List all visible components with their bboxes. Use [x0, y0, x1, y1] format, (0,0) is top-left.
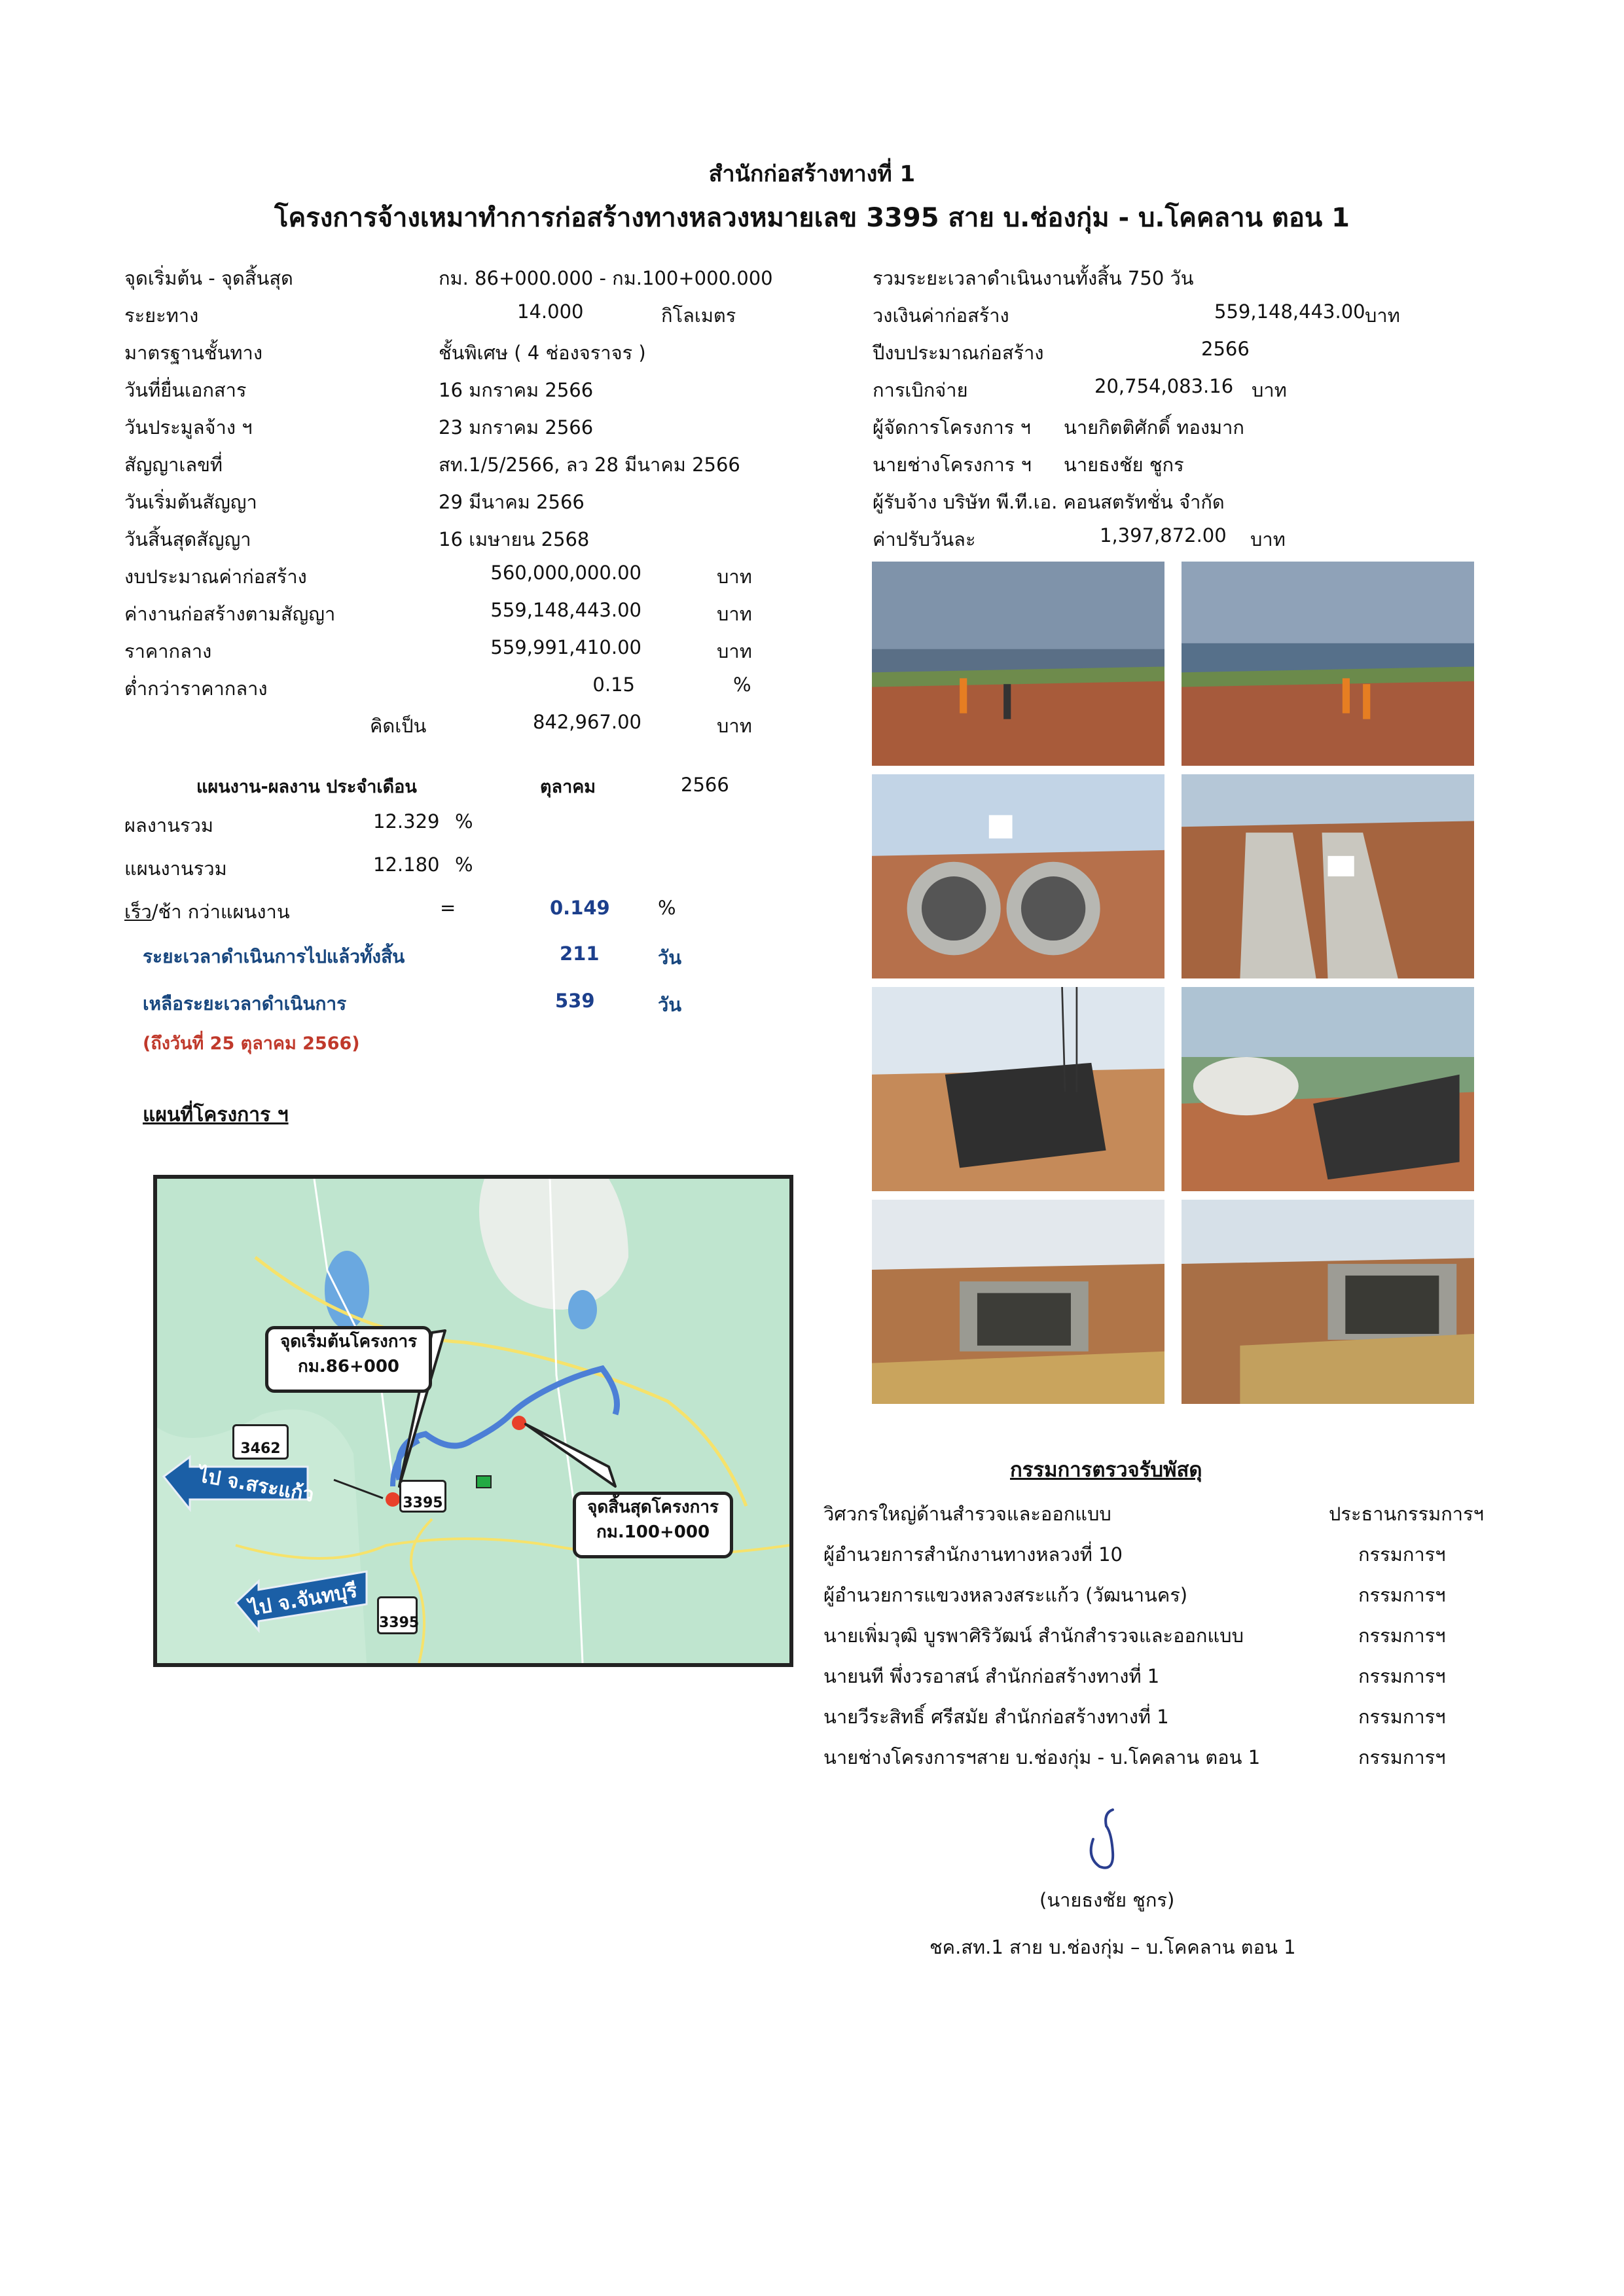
committee-member-role: กรรมการฯ — [1358, 1746, 1446, 1768]
site-photo-culvert-pipes-2 — [1182, 774, 1474, 978]
info-label: วันเริ่มต้นสัญญา — [124, 491, 257, 513]
plan-pct: % — [455, 853, 473, 876]
site-photo-excavation-1 — [872, 562, 1164, 766]
diff-label — [124, 897, 290, 927]
info-value: 16 เมษายน 2568 — [439, 528, 590, 550]
site-photo-excavation-2 — [1182, 562, 1474, 766]
fiscal-label: ปีงบประมาณก่อสร้าง — [873, 342, 1044, 364]
diff-eq: = — [440, 897, 456, 919]
info-label: สัญญาเลขที่ — [124, 454, 223, 476]
disburse-value: 20,754,083.16 — [1094, 375, 1234, 397]
start-callout-title: จุดเริ่มต้นโครงการ — [280, 1332, 418, 1352]
committee-member-name: นายนที พึ่งวรอาสน์ สำนักก่อสร้างทางที่ 1 — [823, 1665, 1160, 1687]
engineer-value: นายธงชัย ชูกร — [1064, 454, 1184, 476]
progress-year: 2566 — [681, 774, 729, 796]
plan-label: แผนงานรวม — [124, 857, 227, 880]
budget-unit: บาท — [1365, 304, 1400, 327]
route-3462-label: 3462 — [240, 1441, 281, 1457]
elapsed-unit: วัน — [658, 946, 682, 969]
committee-member-name: นายช่างโครงการฯสาย บ.ช่องกุ่ม - บ.โคคลาน ตอน 1 — [823, 1746, 1261, 1768]
committee-member-name: ผู้อำนวยการแขวงหลวงสระแก้ว (วัฒนานคร) — [823, 1584, 1188, 1606]
end-callout-km: กม.100+000 — [596, 1522, 710, 1542]
budget-unit: บาท — [717, 603, 752, 625]
signature-mark — [1074, 1806, 1132, 1878]
committee-member-name: วิศวกรใหญ่ด้านสำรวจและออกแบบ — [823, 1503, 1111, 1525]
disburse-unit: บาท — [1252, 379, 1287, 401]
end-callout — [573, 1492, 733, 1558]
route-shield-3395 — [399, 1480, 446, 1513]
progress-heading: แผนงาน-ผลงาน ประจำเดือน — [196, 777, 417, 797]
total-duration: รวมระยะเวลาดำเนินงานทั้งสิ้น 750 วัน — [873, 267, 1194, 289]
site-photo-box-culvert-concrete-2 — [1182, 1200, 1474, 1404]
committee-member-role: กรรมการฯ — [1358, 1665, 1446, 1687]
budget-value: 559,991,410.00 — [490, 636, 641, 658]
budget-unit: % — [733, 673, 751, 696]
budget-total-value: 842,967.00 — [532, 711, 641, 733]
committee-member-role: กรรมการฯ — [1358, 1543, 1446, 1566]
info-label: วันประมูลจ้าง ฯ — [124, 416, 253, 439]
plan-value: 12.180 — [373, 853, 440, 876]
budget-label: ต่ำกว่าราคากลาง — [124, 677, 268, 700]
info-label: วันสิ้นสุดสัญญา — [124, 528, 251, 550]
start-callout-km: กม.86+000 — [298, 1357, 399, 1376]
remaining-value: 539 — [555, 990, 595, 1012]
signer-name: (นายธงชัย ชูกร) — [1039, 1889, 1175, 1911]
engineer-label: นายช่างโครงการ ฯ — [873, 454, 1032, 476]
budget-label: ค่างานก่อสร้างตามสัญญา — [124, 603, 336, 625]
info-value: 16 มกราคม 2566 — [439, 379, 594, 401]
info-unit: กิโลเมตร — [661, 304, 736, 327]
info-value: กม. 86+000.000 - กม.100+000.000 — [439, 267, 773, 289]
budget-total-unit: บาท — [717, 715, 752, 737]
as-of-date: (ถึงวันที่ 25 ตุลาคม 2566) — [143, 1033, 360, 1054]
to-chanthaburi-label: ไป จ.จันทบุรี — [247, 1579, 359, 1621]
progress-month: ตุลาคม — [540, 777, 596, 797]
budget-total-label: คิดเป็น — [370, 715, 427, 737]
project-title: โครงการจ้างเหมาทำการก่อสร้างทางหลวงหมายเลข 3395 สาย บ.ช่องกุ่ม - บ.โคคลาน ตอน 1 — [274, 203, 1350, 233]
actual-label: ผลงานรวม — [124, 814, 214, 836]
info-value: 29 มีนาคม 2566 — [439, 491, 585, 513]
budget-unit: บาท — [717, 640, 752, 662]
committee-member-role: กรรมการฯ — [1358, 1584, 1446, 1606]
manager-label: ผู้จัดการโครงการ ฯ — [873, 416, 1031, 439]
penalty-unit: บาท — [1250, 528, 1286, 550]
info-value: ชั้นพิเศษ ( 4 ช่องจราจร ) — [439, 342, 646, 364]
info-label: จุดเริ่มต้น - จุดสิ้นสุด — [124, 267, 293, 289]
route-shield-3462 — [232, 1424, 289, 1460]
route-3395-label: 3395 — [403, 1495, 443, 1511]
site-photo-box-culvert-rebar-1 — [872, 987, 1164, 1191]
site-photo-concrete-mixer — [1182, 987, 1474, 1191]
budget-value: 560,000,000.00 — [490, 562, 641, 584]
project-map — [153, 1175, 793, 1667]
elapsed-label: ระยะเวลาดำเนินการไปแล้วทั้งสิ้น — [143, 946, 405, 967]
site-photo-culvert-pipes-1 — [872, 774, 1164, 978]
end-callout-title: จุดสิ้นสุดโครงการ — [587, 1498, 719, 1517]
budget-label: ราคากลาง — [124, 640, 212, 662]
committee-heading: กรรมการตรวจรับพัสดุ — [1010, 1458, 1202, 1482]
info-value: 23 มกราคม 2566 — [439, 416, 594, 439]
budget-value: 0.15 — [592, 673, 635, 696]
committee-member-role: กรรมการฯ — [1358, 1624, 1446, 1647]
info-label: มาตรฐานชั้นทาง — [124, 342, 262, 364]
info-value: สท.1/5/2566, ลว 28 มีนาคม 2566 — [439, 454, 740, 476]
diff-pct: % — [658, 897, 676, 919]
diff-label-fast: เร็ว — [124, 901, 152, 923]
end-marker — [512, 1416, 526, 1430]
start-marker — [386, 1492, 400, 1507]
route-3395-south-label: 3395 — [379, 1615, 420, 1631]
committee-member-role: กรรมการฯ — [1358, 1706, 1446, 1728]
committee-member-role: ประธานกรรมการฯ — [1329, 1503, 1484, 1525]
route-shield-3395-south — [377, 1596, 418, 1634]
remaining-unit: วัน — [658, 994, 682, 1016]
fiscal-value: 2566 — [1201, 338, 1250, 360]
info-label: วันที่ยื่นเอกสาร — [124, 379, 247, 401]
committee-member-name: ผู้อำนวยการสำนักงานทางหลวงที่ 10 — [823, 1543, 1123, 1566]
map-heading: แผนที่โครงการ ฯ — [143, 1103, 289, 1126]
penalty-label: ค่าปรับวันละ — [873, 528, 976, 550]
to-sakaeo-label: ไป จ.สระแก้ว — [196, 1463, 316, 1507]
diff-value: 0.149 — [550, 897, 610, 919]
budget-label: วงเงินค่าก่อสร้าง — [873, 304, 1009, 327]
budget-value: 559,148,443.00 — [1214, 300, 1365, 323]
contractor: ผู้รับจ้าง บริษัท พี.ที.เอ. คอนสตรัทชั่น จำกัด — [873, 491, 1225, 513]
info-label: ระยะทาง — [124, 304, 199, 327]
manager-value: นายกิตติศักดิ์ ทองมาก — [1064, 416, 1244, 439]
budget-unit: บาท — [717, 565, 752, 588]
budget-value: 559,148,443.00 — [490, 599, 641, 621]
office-title: สำนักก่อสร้างทางที่ 1 — [708, 161, 916, 187]
remaining-label: เหลือระยะเวลาดำเนินการ — [143, 993, 347, 1014]
penalty-value: 1,397,872.00 — [1100, 524, 1227, 547]
elapsed-value: 211 — [560, 942, 600, 965]
disburse-label: การเบิกจ่าย — [873, 379, 968, 401]
committee-member-name: นายวีระสิทธิ์ ศรีสมัย สำนักก่อสร้างทางที่ 1 — [823, 1706, 1169, 1728]
committee-member-name: นายเพิ่มวุฒิ บูรพาศิริวัฒน์ สำนักสำรวจและออกแบบ — [823, 1624, 1244, 1647]
actual-value: 12.329 — [373, 810, 440, 833]
site-photo-box-culvert-concrete-1 — [872, 1200, 1164, 1404]
start-callout — [265, 1326, 432, 1393]
signer-position: ชค.สท.1 สาย บ.ช่องกุ่ม – บ.โคคลาน ตอน 1 — [929, 1936, 1296, 1958]
actual-pct: % — [455, 810, 473, 833]
map-base — [157, 1179, 789, 1663]
info-value: 14.000 — [517, 300, 584, 323]
budget-label: งบประมาณค่าก่อสร้าง — [124, 565, 307, 588]
diff-label-rest: /ช้า กว่าแผนงาน — [151, 901, 290, 923]
